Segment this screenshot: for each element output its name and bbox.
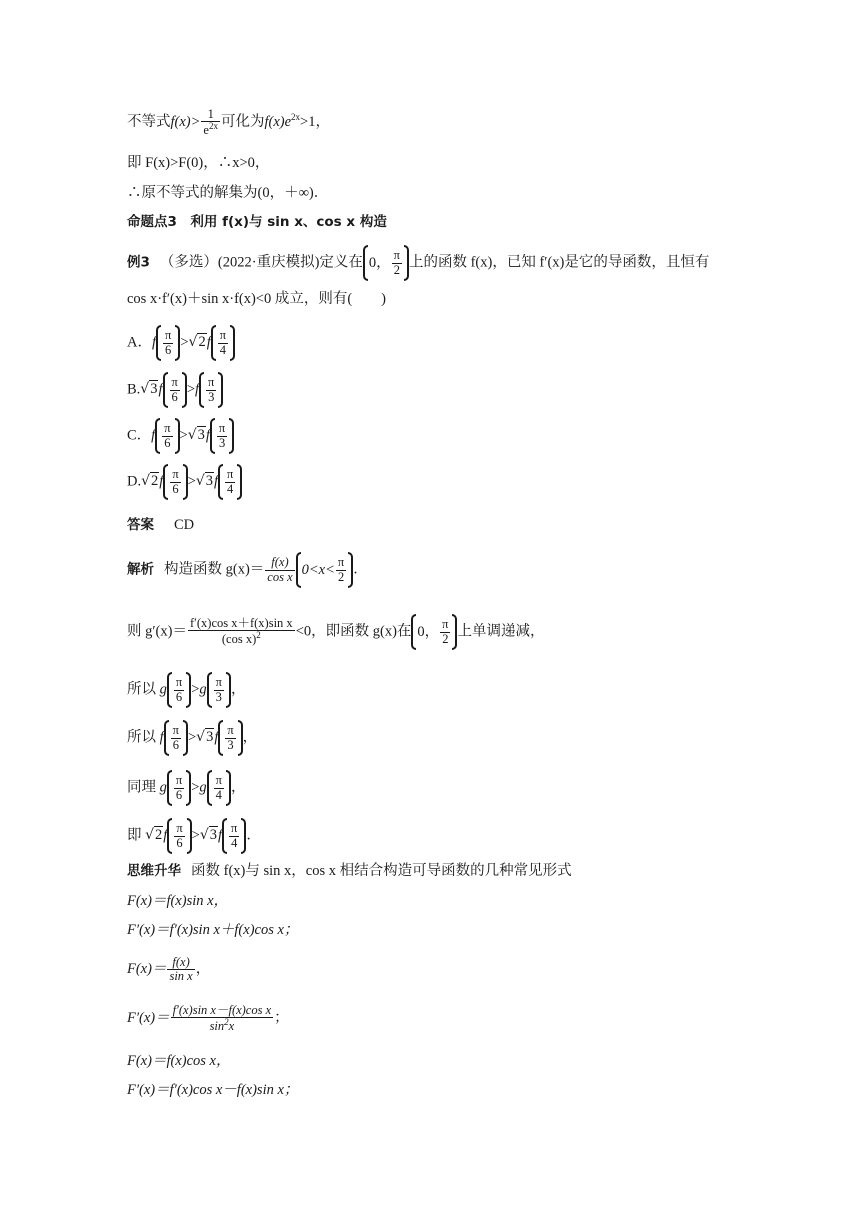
fraction xyxy=(225,468,235,495)
step-line xyxy=(127,818,261,854)
fraction xyxy=(229,822,239,849)
radical-sign: √ xyxy=(196,729,206,746)
fraction-numerator: π xyxy=(172,723,179,738)
fraction xyxy=(336,556,346,583)
sqrt-coefficient xyxy=(196,730,214,745)
fraction-numerator: π xyxy=(218,421,226,436)
operator: > xyxy=(191,779,200,796)
left-bracket xyxy=(156,325,161,361)
operator: > xyxy=(179,427,188,444)
fraction-numerator: π xyxy=(165,328,172,343)
fraction-numerator: π xyxy=(227,467,234,482)
fraction xyxy=(217,422,227,449)
radical-sign: √ xyxy=(199,827,209,844)
fraction-denominator: 6 xyxy=(172,481,179,496)
analysis-label: 解析 xyxy=(127,561,154,578)
math-segment: f(x)e xyxy=(264,114,292,131)
text-segment: <0，即函数 g(x)在 xyxy=(295,623,412,640)
text-line-2: 即 F(x)>F(0)，∴x>0， xyxy=(127,155,270,171)
fraction-denominator: 4 xyxy=(219,342,226,357)
right-bracket xyxy=(230,325,235,361)
den-base: e xyxy=(203,123,209,138)
fraction xyxy=(171,724,181,751)
fraction-denominator: 2 xyxy=(442,631,449,646)
function-name: f xyxy=(159,729,164,746)
radical-sign: √ xyxy=(187,427,197,444)
left-bracket xyxy=(207,672,212,708)
fraction xyxy=(163,329,173,356)
function-name: f xyxy=(151,427,156,444)
function-name: f xyxy=(151,334,157,351)
sqrt-coefficient xyxy=(188,428,206,443)
step-end: ， xyxy=(230,681,246,698)
option-label: C． xyxy=(127,427,152,444)
fraction-numerator: π xyxy=(219,328,227,343)
form-4 xyxy=(127,1004,289,1033)
sqrt-coefficient xyxy=(141,474,159,489)
function-name: g xyxy=(159,779,167,796)
function-name: f xyxy=(195,381,200,398)
fraction-numerator: π xyxy=(176,821,183,836)
left-bracket xyxy=(218,464,223,500)
fraction xyxy=(265,556,294,583)
fraction-denominator: sin x xyxy=(169,969,193,984)
step-end: ， xyxy=(230,779,246,796)
derivative-line xyxy=(127,614,544,650)
left-bracket xyxy=(199,372,204,408)
fraction-denominator: 6 xyxy=(165,342,172,357)
step-prefix: 所以 xyxy=(127,681,160,698)
fraction-denominator xyxy=(201,122,220,137)
den-exponent: 2 xyxy=(256,630,261,641)
den-exponent: 2 xyxy=(224,1017,229,1028)
fraction xyxy=(174,822,184,849)
fraction xyxy=(167,956,194,983)
summary-text: 函数 f(x)与 sin x，cos x 相结合构造可导函数的几种常见形式 xyxy=(191,863,572,879)
interval xyxy=(363,245,409,281)
left-bracket xyxy=(167,770,172,806)
operator: > xyxy=(180,334,189,351)
fraction-denominator xyxy=(188,631,295,646)
left-bracket xyxy=(164,720,169,756)
argument xyxy=(218,720,242,756)
function-name: g xyxy=(199,779,207,796)
answer-line xyxy=(127,518,194,533)
argument xyxy=(167,818,191,854)
fraction-numerator: f′(x)sin x－f(x)cos x xyxy=(172,1003,272,1017)
radicand: 3 xyxy=(205,473,213,490)
radicand: 3 xyxy=(150,381,158,398)
argument xyxy=(207,672,231,708)
radicand: 2 xyxy=(151,473,159,490)
function-name: g xyxy=(159,681,167,698)
sqrt-coefficient xyxy=(196,474,214,489)
radicand: 3 xyxy=(197,427,205,444)
option-label: D. xyxy=(127,473,142,490)
step-prefix: 即 xyxy=(127,827,146,844)
text-segment: 则 g′(x)＝ xyxy=(127,623,187,640)
fraction-denominator: 4 xyxy=(227,481,234,496)
argument xyxy=(163,464,187,500)
math-segment: f(x)> xyxy=(170,114,201,131)
left-bracket xyxy=(167,672,172,708)
option-a xyxy=(127,325,235,361)
argument xyxy=(155,418,179,454)
analysis-text: 构造函数 g(x)＝ xyxy=(164,561,265,578)
interval-start: 0， xyxy=(368,254,391,271)
text-segment: F(x)＝ xyxy=(127,960,167,977)
radicand: 2 xyxy=(155,827,163,844)
radicand: 2 xyxy=(198,334,206,351)
radical-sign: √ xyxy=(141,473,151,490)
fraction-denominator: 3 xyxy=(227,737,234,752)
form-5: F(x)＝f(x)cos x， xyxy=(127,1053,231,1069)
argument xyxy=(164,720,188,756)
answer-value: CD xyxy=(174,517,195,533)
step-line xyxy=(127,720,257,756)
fraction xyxy=(162,422,172,449)
fraction-numerator: f(x) xyxy=(265,556,294,570)
fraction xyxy=(170,468,180,495)
function-name: f xyxy=(213,473,219,490)
fraction-numerator: π xyxy=(172,467,179,482)
option-c xyxy=(127,418,234,454)
argument xyxy=(210,418,234,454)
sqrt-coefficient xyxy=(200,828,218,843)
argument xyxy=(156,325,180,361)
step-end: ， xyxy=(242,729,258,746)
form-2: F′(x)＝f′(x)sin x＋f(x)cos x； xyxy=(127,922,299,938)
operator: > xyxy=(191,827,200,844)
fraction-numerator: π xyxy=(171,375,178,390)
sqrt-coefficient xyxy=(140,382,158,397)
argument xyxy=(163,372,187,408)
fraction-denominator: 3 xyxy=(215,689,222,704)
function-name: g xyxy=(199,681,207,698)
example-line-1 xyxy=(127,245,709,281)
fraction-denominator: 6 xyxy=(175,689,183,704)
analysis-line xyxy=(127,552,368,588)
function-name: f xyxy=(159,473,164,490)
operator: > xyxy=(186,381,195,398)
fraction-denominator: 2 xyxy=(393,262,400,277)
left-bracket xyxy=(163,464,168,500)
operator: > xyxy=(191,681,200,698)
option-d xyxy=(127,464,242,500)
fraction-numerator: 1 xyxy=(201,108,220,122)
sqrt-coefficient xyxy=(189,335,207,350)
argument xyxy=(211,325,235,361)
left-bracket xyxy=(163,372,168,408)
argument xyxy=(199,372,223,408)
text-segment: >1， xyxy=(300,114,330,131)
step-prefix: 同理 xyxy=(127,779,160,796)
condition-text: 0<x< xyxy=(301,561,335,578)
fraction-numerator: π xyxy=(215,773,222,788)
text-segment: ； xyxy=(274,1010,289,1027)
example-label: 例3 xyxy=(127,254,150,271)
fraction-numerator: f′(x)cos x＋f(x)sin x xyxy=(189,616,293,631)
text-segment: 上单调递减， xyxy=(457,623,545,640)
right-bracket xyxy=(237,464,242,500)
fraction xyxy=(440,618,450,645)
radical-sign: √ xyxy=(188,334,198,351)
fraction-numerator: π xyxy=(164,421,171,436)
fraction-denominator: 2 xyxy=(337,569,345,584)
operator: > xyxy=(187,729,197,746)
summary-label: 思维升华 xyxy=(127,863,181,879)
fraction-numerator: π xyxy=(231,821,238,836)
fraction-denominator: 3 xyxy=(218,435,226,450)
left-bracket xyxy=(218,720,223,756)
fraction xyxy=(206,376,216,403)
function-name: f xyxy=(218,827,223,844)
function-name: f xyxy=(205,427,210,444)
right-bracket xyxy=(218,372,223,408)
step-end: ． xyxy=(246,827,261,844)
form-6: F′(x)＝f′(x)cos x－f(x)sin x； xyxy=(127,1082,299,1098)
function-name: f xyxy=(214,729,219,746)
option-label: A． xyxy=(127,334,152,351)
fraction-numerator: π xyxy=(175,675,183,690)
fraction xyxy=(174,676,184,703)
fraction xyxy=(225,724,235,751)
text-line-3: ∴原不等式的解集为(0，＋∞)． xyxy=(127,185,329,201)
fraction-denominator: 6 xyxy=(172,737,179,752)
text-segment: ， xyxy=(195,960,211,977)
fraction-numerator: π xyxy=(393,248,400,263)
fraction-numerator: π xyxy=(442,617,449,632)
fraction-denominator: 4 xyxy=(231,835,238,850)
example-text: 上的函数 f(x)，已知 f′(x)是它的导函数，且恒有 xyxy=(408,254,710,271)
fraction-denominator xyxy=(171,1018,274,1033)
fraction-numerator: f(x) xyxy=(167,956,194,970)
form-3 xyxy=(127,956,210,983)
right-bracket xyxy=(229,418,234,454)
form-1: F(x)＝f(x)sin x， xyxy=(127,893,229,909)
fraction-denominator: 6 xyxy=(176,835,183,850)
fraction xyxy=(170,376,180,403)
function-name: f xyxy=(163,827,168,844)
left-bracket xyxy=(222,818,227,854)
fraction-numerator: π xyxy=(215,675,222,690)
text-segment: F′(x)＝ xyxy=(127,1010,170,1027)
radical-sign: √ xyxy=(140,381,150,398)
operator: > xyxy=(187,473,196,490)
argument xyxy=(218,464,242,500)
function-name: f xyxy=(206,334,211,351)
step-line xyxy=(127,672,245,708)
fraction xyxy=(214,676,224,703)
left-bracket xyxy=(207,770,212,806)
fraction-numerator: π xyxy=(337,555,345,570)
text-segment: 不等式 xyxy=(127,114,171,131)
argument xyxy=(222,818,246,854)
fraction xyxy=(214,774,224,801)
sqrt-coefficient xyxy=(145,828,163,843)
left-bracket xyxy=(211,325,216,361)
fraction xyxy=(171,1004,274,1033)
fraction-numerator: π xyxy=(227,723,234,738)
option-label: B. xyxy=(127,381,141,398)
text-line-1 xyxy=(127,108,330,137)
fraction-numerator: π xyxy=(208,375,215,390)
left-bracket xyxy=(210,418,215,454)
fraction xyxy=(392,249,402,276)
argument xyxy=(207,770,231,806)
radical-sign: √ xyxy=(145,827,155,844)
text-segment: ． xyxy=(353,561,368,578)
fraction-denominator: 6 xyxy=(171,389,178,404)
den-exponent: 2x xyxy=(208,121,218,132)
exponent: 2x xyxy=(291,112,301,123)
den-base: (cos x) xyxy=(221,632,257,647)
fraction-denominator: cos x xyxy=(267,569,293,584)
interval xyxy=(411,614,457,650)
den-base: sin xyxy=(209,1019,225,1034)
fraction-denominator: 6 xyxy=(164,435,171,450)
interval-start: 0， xyxy=(417,623,440,640)
function-name: f xyxy=(158,381,163,398)
example-line-2: cos x·f′(x)＋sin x·f(x)<0 成立，则有( ) xyxy=(127,291,387,307)
step-prefix: 所以 xyxy=(127,729,160,746)
fraction-numerator: π xyxy=(175,773,183,788)
fraction-denominator: 3 xyxy=(208,389,215,404)
fraction xyxy=(188,617,295,646)
fraction-denominator: 6 xyxy=(175,787,183,802)
answer-label: 答案 xyxy=(127,517,154,533)
left-bracket xyxy=(167,818,172,854)
step-line xyxy=(127,770,245,806)
fraction xyxy=(174,774,184,801)
argument xyxy=(167,672,191,708)
condition xyxy=(296,552,354,588)
left-bracket xyxy=(155,418,160,454)
text-segment: 可化为 xyxy=(220,114,265,131)
section-heading: 命题点3 利用 f(x)与 sin x、cos x 构造 xyxy=(127,214,387,230)
argument xyxy=(167,770,191,806)
fraction-denominator: 4 xyxy=(215,787,222,802)
den-tail: x xyxy=(228,1019,235,1034)
fraction xyxy=(201,108,220,137)
fraction xyxy=(218,329,228,356)
radical-sign: √ xyxy=(195,473,205,490)
radicand: 3 xyxy=(206,729,214,746)
radicand: 3 xyxy=(209,827,217,844)
summary-line xyxy=(127,864,572,879)
option-b xyxy=(127,372,223,408)
example-text: （多选）(2022·重庆模拟)定义在 xyxy=(159,254,363,271)
